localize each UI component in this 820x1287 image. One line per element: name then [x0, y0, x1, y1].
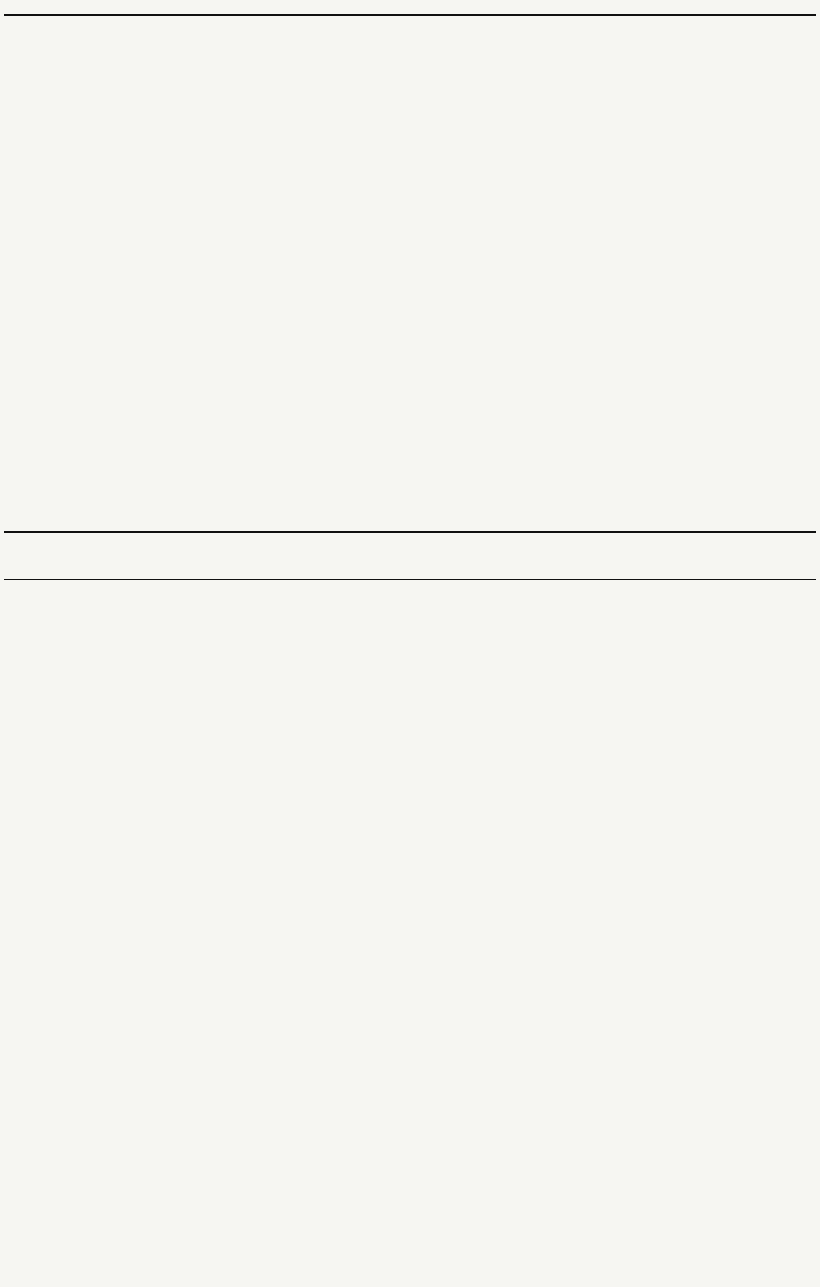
service-guide-section — [4, 580, 816, 1283]
page-header — [4, 0, 816, 16]
home-service-guide-banner — [4, 533, 816, 580]
help-wanted-section — [4, 16, 816, 533]
newspaper-page — [4, 0, 816, 1282]
